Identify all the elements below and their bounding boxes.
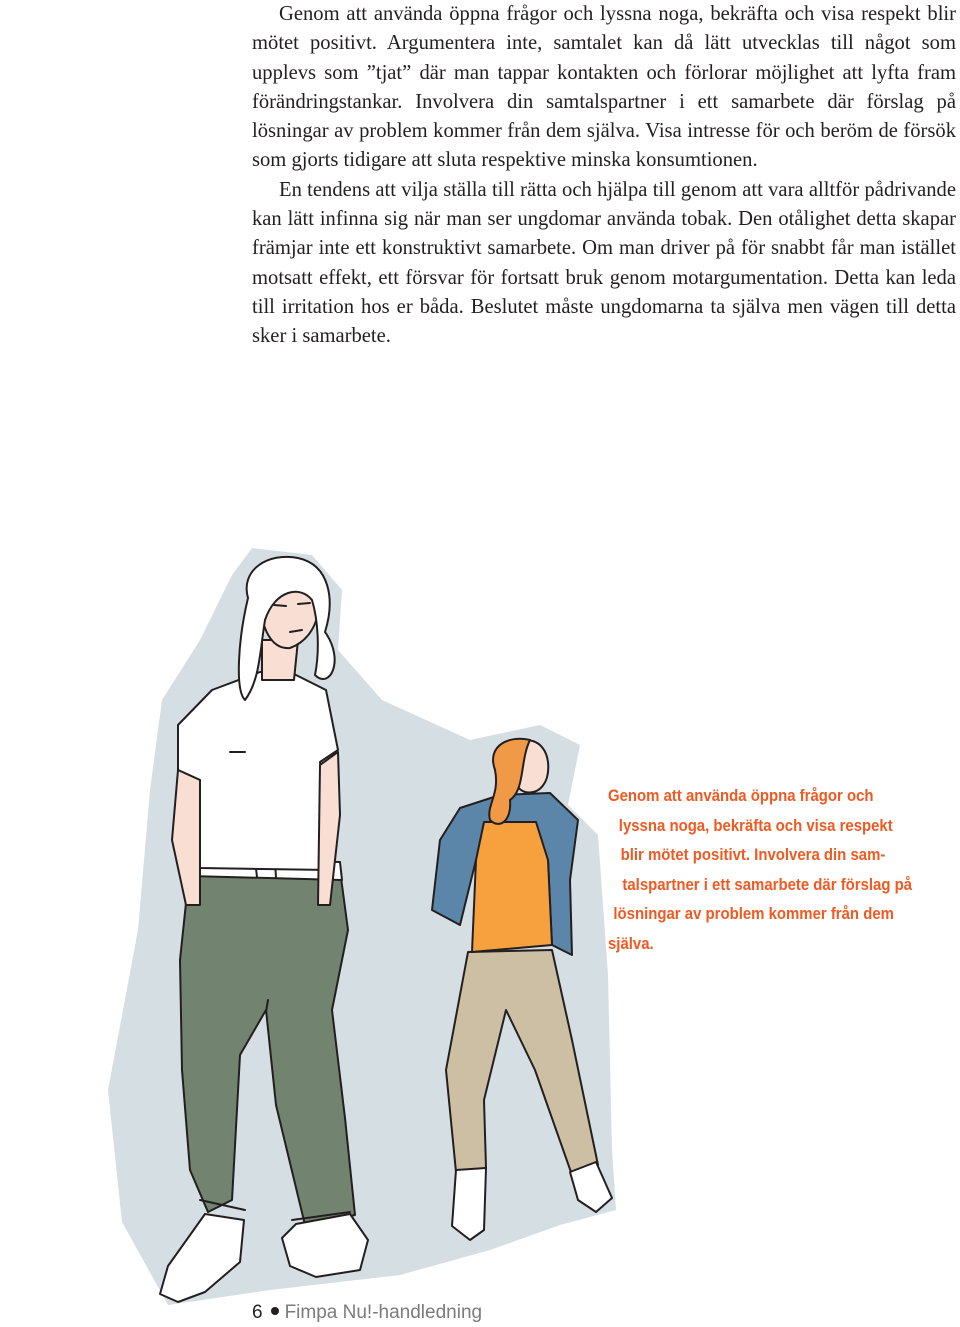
body-text [252,0,956,352]
pull-quote-line: lösningar av problem kommer från dem [613,904,894,924]
pull-quote-line: själva. [608,933,654,953]
page-number: 6 [252,1302,263,1323]
publication-title: Fimpa Nu!-handledning [284,1302,483,1323]
pull-quote-line: Genom att använda öppna frågor och [608,786,874,805]
paragraph: En tendens att vilja ställa till rätta och hjälpa till genom att vara alltför pådrivande kan lätt infinna sig när man ser ungdomar använda tobak. Den otålighet detta skapar främjar inte ett konstruktivt samarbete. Om man driver på för snabbt får man istället motsatt effekt, ett försvar för fortsatt bruk genom motargumentation. Detta kan leda till irritation hos er båda. Beslutet måste ungdomarna ta själva men vägen till detta sker i samarbete. [252,178,956,348]
pull-quote-line: talspartner i ett samarbete där förslag på [622,874,913,894]
paragraph: Genom att använda öppna frågor och lyssna noga, bekräfta och visa respekt blir mötet positivt. Argumentera inte, samtalet kan då lätt utvecklas till något som upplevs som ”tjat” där man tappar kontakten och förlorar möjlighet att lyfta fram förändringstankar. Involvera din samtalspartner i ett samarbete där förslag på lösningar av problem kommer från dem själva. Visa intresse för och beröm de försök som gjorts tidigare att sluta respektive minska konsumtionen. [252,3,956,172]
pull-quote-line: lyssna noga, bekräfta och visa respekt [618,815,893,835]
pull-quote [608,781,925,959]
pull-quote-line: blir mötet positivt. Involvera din sam- [620,845,886,865]
bullet-icon [271,1307,279,1315]
page-footer [252,1299,482,1327]
